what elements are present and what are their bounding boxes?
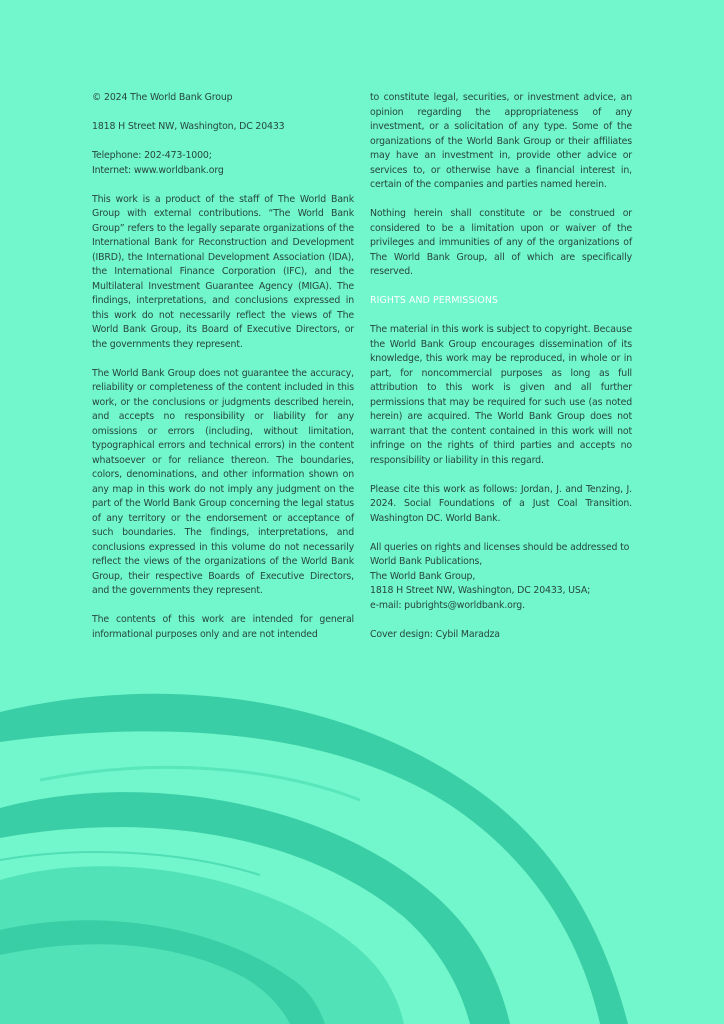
- privileges-paragraph: Nothing herein shall constitute or be construed or considered to be a limitation upon or waiver of the privileges and immunities of any of the organizations of The World Bank Group, all of which are specifically reserved.: [370, 208, 632, 277]
- copyright-line: © 2024 The World Bank Group: [92, 92, 233, 103]
- internet-line: Internet: www.worldbank.org: [92, 164, 224, 176]
- staff-work-paragraph: This work is a product of the staff of The World Bank Group with external contributions. “The World Bank Group” refers to the legally separate organizations of the International Bank for Reconstruction and Development (IBRD), the International Development Association (IDA), the International Finance Corporation (IFC), and the Multilateral Investment Guarantee Agency (MIGA). The findings, interpretations, and conclusions expressed in this work do not necessarily reflect the views of The World Bank Group, its Board of Executive Directors, or the governments they represent.: [92, 193, 354, 350]
- queries-line: All queries on rights and licenses should be addressed to World Bank Publications,: [370, 541, 630, 567]
- contact-block: [92, 149, 354, 178]
- publisher-address: 1818 H Street NW, Washington, DC 20433: [92, 121, 285, 132]
- legal-advice-paragraph: to constitute legal, securities, or investment advice, an opinion regarding the appropriateness of any investment, or a solicitation of any type. Some of the organizations of the World Bank Group or their affiliates may have an investment in, provide other advice or services to, or otherwise have a financial interest in, certain of the companies and parties named herein.: [370, 92, 632, 190]
- queries-block: [370, 541, 632, 614]
- rights-permissions-heading: RIGHTS AND PERMISSIONS: [370, 295, 499, 306]
- left-column: [92, 91, 354, 657]
- no-guarantee-paragraph: The World Bank Group does not guarantee the accuracy, reliability or completeness of the content included in this work, or the conclusions or judgments described herein, and accepts no responsibility or liability for any omissions or errors (including, without limitation, typographical errors and technical errors) in the content whatsoever or for reliance thereon. The boundaries, colors, denominations, and other information shown on any map in this work do not imply any judgment on the part of the World Bank Group concerning the legal status of any territory or the endorsement or acceptance of such boundaries. The findings, interpretations, and conclusions expressed in this volume do not necessarily reflect the views of the organizations of the World Bank Group, their respective Boards of Executive Directors, and the governments they represent.: [92, 367, 354, 596]
- contents-intended-paragraph: The contents of this work are intended for general informational purposes only and are not intended: [92, 614, 354, 640]
- queries-address-line: 1818 H Street NW, Washington, DC 20433, USA;: [370, 585, 591, 596]
- right-column: [370, 91, 632, 657]
- queries-org-line: The World Bank Group,: [370, 570, 476, 582]
- telephone-line: Telephone: 202-473-1000;: [92, 150, 212, 161]
- citation-paragraph: Please cite this work as follows: Jordan, J. and Tenzing, J. 2024. Social Foundations of a Just Coal Transition. Washington DC. World Bank.: [370, 483, 632, 524]
- queries-email-line: e-mail: pubrights@worldbank.org.: [370, 599, 525, 611]
- copyright-paragraph: The material in this work is subject to copyright. Because the World Bank Group encourages dissemination of its knowledge, this work may be reproduced, in whole or in part, for noncommercial purposes as long as full attribution to this work is given and all further permissions that may be required for such use (as noted herein) are acquired. The World Bank Group does not warrant that the content contained in this work will not infringe on the rights of third parties and accepts no responsibility or liability in this regard.: [370, 324, 632, 466]
- cover-design-credit: Cover design: Cybil Maradza: [370, 628, 500, 640]
